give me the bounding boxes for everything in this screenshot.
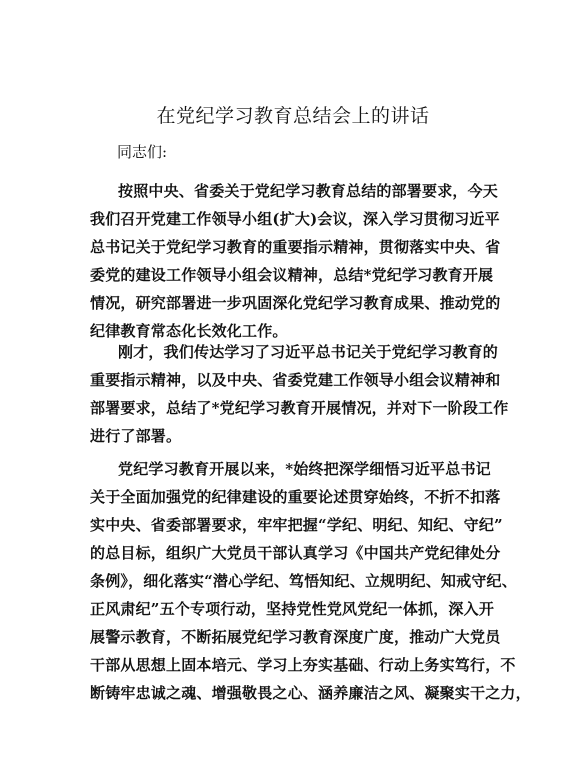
paragraph-line: 党纪学习教育开展以来，*始终把深学细悟习近平总书记: [118, 460, 491, 478]
paragraph-line: 总书记关于党纪学习教育的重要指示精神，贯彻落实中央、省: [90, 238, 501, 256]
paragraph-line: 关于全面加强党的纪律建设的重要论述贯穿始终，不折不扣落: [90, 488, 501, 506]
paragraph-line: 委党的建设工作领导小组会议精神，总结*党纪学习教育开展: [90, 266, 494, 284]
paragraph-line: 情况，研究部署进一步巩固深化党纪学习教育成果、推动党的: [90, 294, 501, 312]
paragraph-2: [90, 338, 515, 450]
paragraph-line: 进行了部署。: [90, 427, 182, 445]
paragraph-line: 重要指示精神，以及中央、省委党建工作领导小组会议精神和: [90, 371, 501, 389]
paragraph-line: 正风肃纪”五个专项行动，坚持党性党风党纪一体抓，深入开: [90, 600, 495, 618]
paragraph-line: 纪律教育常态化长效化工作。: [90, 322, 288, 340]
salutation: 同志们:: [117, 143, 168, 161]
paragraph-line: 按照中央、省委关于党纪学习教育总结的部署要求，今天: [118, 182, 499, 200]
paragraph-line: 断铸牢忠诚之魂、增强敬畏之心、涵养廉洁之风、凝聚实干之力，: [90, 684, 531, 702]
document-title: 在党纪学习教育总结会上的讲话: [156, 105, 430, 127]
paragraph-line: 干部从思想上固本培元、学习上夯实基础、行动上务实笃行，不: [90, 656, 516, 674]
paragraph-3: [90, 455, 531, 707]
paragraph-line: 我们召开党建工作领导小组(扩大)会议，深入学习贯彻习近平: [90, 210, 500, 228]
paragraph-line: 刚才，我们传达学习了习近平总书记关于党纪学习教育的: [118, 343, 499, 361]
paragraph-line: 展警示教育，不断拓展党纪学习教育深度广度，推动广大党员: [90, 628, 501, 646]
paragraph-1: [90, 177, 515, 345]
paragraph-line: 实中央、省委部署要求，牢牢把握“学纪、明纪、知纪、守纪”: [90, 516, 503, 534]
paragraph-line: 部署要求，总结了*党纪学习教育开展情况，并对下一阶段工作: [90, 399, 509, 417]
paragraph-line: 的总目标，组织广大党员干部认真学习《中国共产党纪律处分: [90, 544, 501, 562]
paragraph-line: 条例》，细化落实“潜心学纪、笃悟知纪、立规明纪、知戒守纪、: [90, 572, 517, 590]
